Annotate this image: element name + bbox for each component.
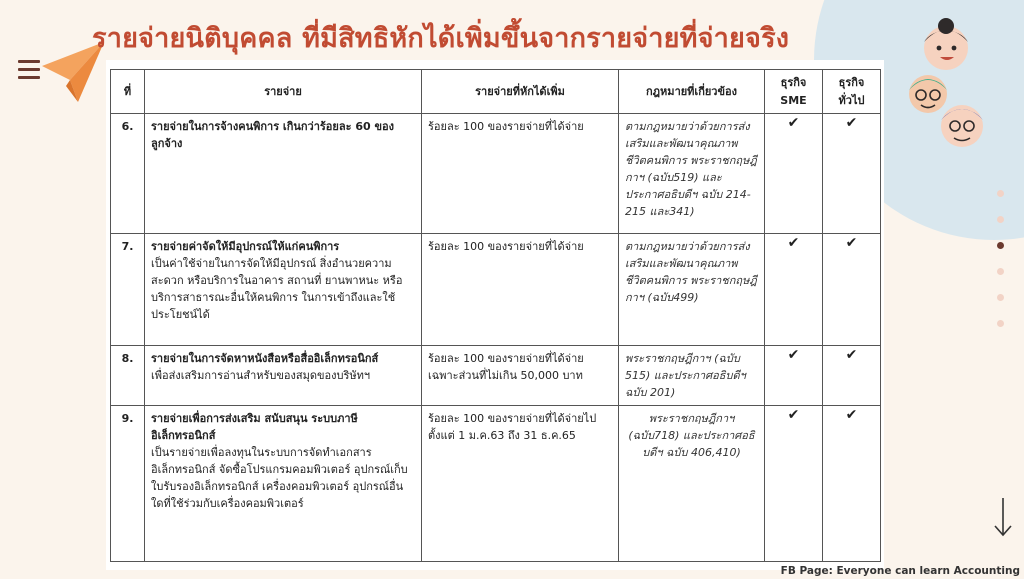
header-law: กฎหมายที่เกี่ยวข้อง xyxy=(619,70,765,114)
header-general: ธุรกิจ ทั่วไป xyxy=(823,70,881,114)
row-number: 7. xyxy=(111,234,145,346)
page-dot[interactable] xyxy=(997,190,1004,197)
sme-check-icon: ✔ xyxy=(765,114,823,234)
table-panel xyxy=(106,60,884,570)
law-cell: พระราชกฤษฎีกาฯ (ฉบับ 515) และประกาศอธิบดีฯ ฉบับ 201) xyxy=(619,346,765,406)
extra-deduction-cell: ร้อยละ 100 ของรายจ่ายที่ได้จ่ายเฉพาะส่วนที่ไม่เกิน 50,000 บาท xyxy=(422,346,619,406)
law-cell: พระราชกฤษฎีกาฯ (ฉบับ718) และประกาศอธิบดีฯ ฉบับ 406,410) xyxy=(619,406,765,562)
general-check-icon: ✔ xyxy=(823,234,881,346)
expense-cell xyxy=(145,346,422,406)
expense-description: เพื่อส่งเสริมการอ่านสำหรับของสมุดของบริษัทฯ xyxy=(151,369,371,383)
avatar xyxy=(941,105,983,147)
extra-deduction-cell: ร้อยละ 100 ของรายจ่ายที่ได้จ่ายไป ตั้งแต่ 1 ม.ค.63 ถึง 31 ธ.ค.65 xyxy=(422,406,619,562)
table-header-row xyxy=(111,70,881,114)
down-arrow-icon[interactable] xyxy=(992,496,1014,538)
row-number: 6. xyxy=(111,114,145,234)
header-extra-deduction: รายจ่ายที่หักได้เพิ่ม xyxy=(422,70,619,114)
table-row xyxy=(111,234,881,346)
avatar xyxy=(909,75,947,113)
expense-cell xyxy=(145,114,422,234)
expense-description: เป็นรายจ่ายเพื่อลงทุนในระบบการจัดทำเอกสารอิเล็กทรอนิกส์ จัดซื้อโปรแกรมคอมพิวเตอร์ อุปกรณ์เก็บใบรับรองอิเล็กทรอนิกส์ เครื่องคอมพิวเตอร์ อุปกรณ์อื่นใดที่ใช้ร่วมกับเครื่องคอมพิวเตอร์ xyxy=(151,446,408,511)
extra-deduction-cell: ร้อยละ 100 ของรายจ่ายที่ได้จ่าย xyxy=(422,114,619,234)
extra-deduction-cell: ร้อยละ 100 ของรายจ่ายที่ได้จ่าย xyxy=(422,234,619,346)
header-expense: รายจ่าย xyxy=(145,70,422,114)
page-dot[interactable] xyxy=(997,216,1004,223)
menu-icon[interactable] xyxy=(18,60,40,84)
expense-title: รายจ่ายในการจัดหาหนังสือหรือสื่ออิเล็กทรอนิกส์ xyxy=(151,352,379,365)
sme-check-icon: ✔ xyxy=(765,346,823,406)
page-dot[interactable] xyxy=(997,268,1004,275)
law-cell: ตามกฎหมายว่าด้วยการส่งเสริมและพัฒนาคุณภาพชีวิตคนพิการ พระราชกฤษฎีกาฯ (ฉบับ499) xyxy=(619,234,765,346)
sme-check-icon: ✔ xyxy=(765,234,823,346)
expense-cell xyxy=(145,406,422,562)
general-check-icon: ✔ xyxy=(823,346,881,406)
table-row xyxy=(111,346,881,406)
expense-cell xyxy=(145,234,422,346)
expense-title: รายจ่ายเพื่อการส่งเสริม สนับสนุน ระบบภาษีอิเล็กทรอนิกส์ xyxy=(151,412,358,443)
expense-title: รายจ่ายในการจ้างคนพิการ เกินกว่าร้อยละ 60 ของลูกจ้าง xyxy=(151,120,394,151)
table-row xyxy=(111,114,881,234)
footer-credit: FB Page: Everyone can learn Accounting xyxy=(780,565,1020,577)
row-number: 9. xyxy=(111,406,145,562)
sme-check-icon: ✔ xyxy=(765,406,823,562)
table-row xyxy=(111,406,881,562)
avatar xyxy=(924,18,968,70)
page-dot[interactable] xyxy=(997,320,1004,327)
general-check-icon: ✔ xyxy=(823,406,881,562)
page-dot[interactable] xyxy=(997,294,1004,301)
general-check-icon: ✔ xyxy=(823,114,881,234)
slide-title: รายจ่ายนิติบุคคล ที่มีสิทธิหักได้เพิ่มขึ้นจากรายจ่ายที่จ่ายจริง xyxy=(92,23,790,54)
expense-title: รายจ่ายค่าจัดให้มีอุปกรณ์ให้แก่คนพิการ xyxy=(151,240,340,253)
header-sme: ธุรกิจ SME xyxy=(765,70,823,114)
pagination-dots xyxy=(997,190,1004,346)
page-dot-active[interactable] xyxy=(997,242,1004,249)
avatar-group xyxy=(902,14,1002,154)
header-no: ที่ xyxy=(111,70,145,114)
deduction-table xyxy=(110,69,881,562)
row-number: 8. xyxy=(111,346,145,406)
law-cell: ตามกฎหมายว่าด้วยการส่งเสริมและพัฒนาคุณภาพชีวิตคนพิการ พระราชกฤษฎีกาฯ (ฉบับ519) และประกาศอธิบดีฯ ฉบับ 214-215 และ341) xyxy=(619,114,765,234)
expense-description: เป็นค่าใช้จ่ายในการจัดให้มีอุปกรณ์ สิ่งอำนวยความสะดวก หรือบริการในอาคาร สถานที่ ยานพาหนะ หรือบริการสาธารณะอื่นให้คนพิการ ในการเข้าถึงและใช้ประโยชน์ได้ xyxy=(151,257,403,322)
